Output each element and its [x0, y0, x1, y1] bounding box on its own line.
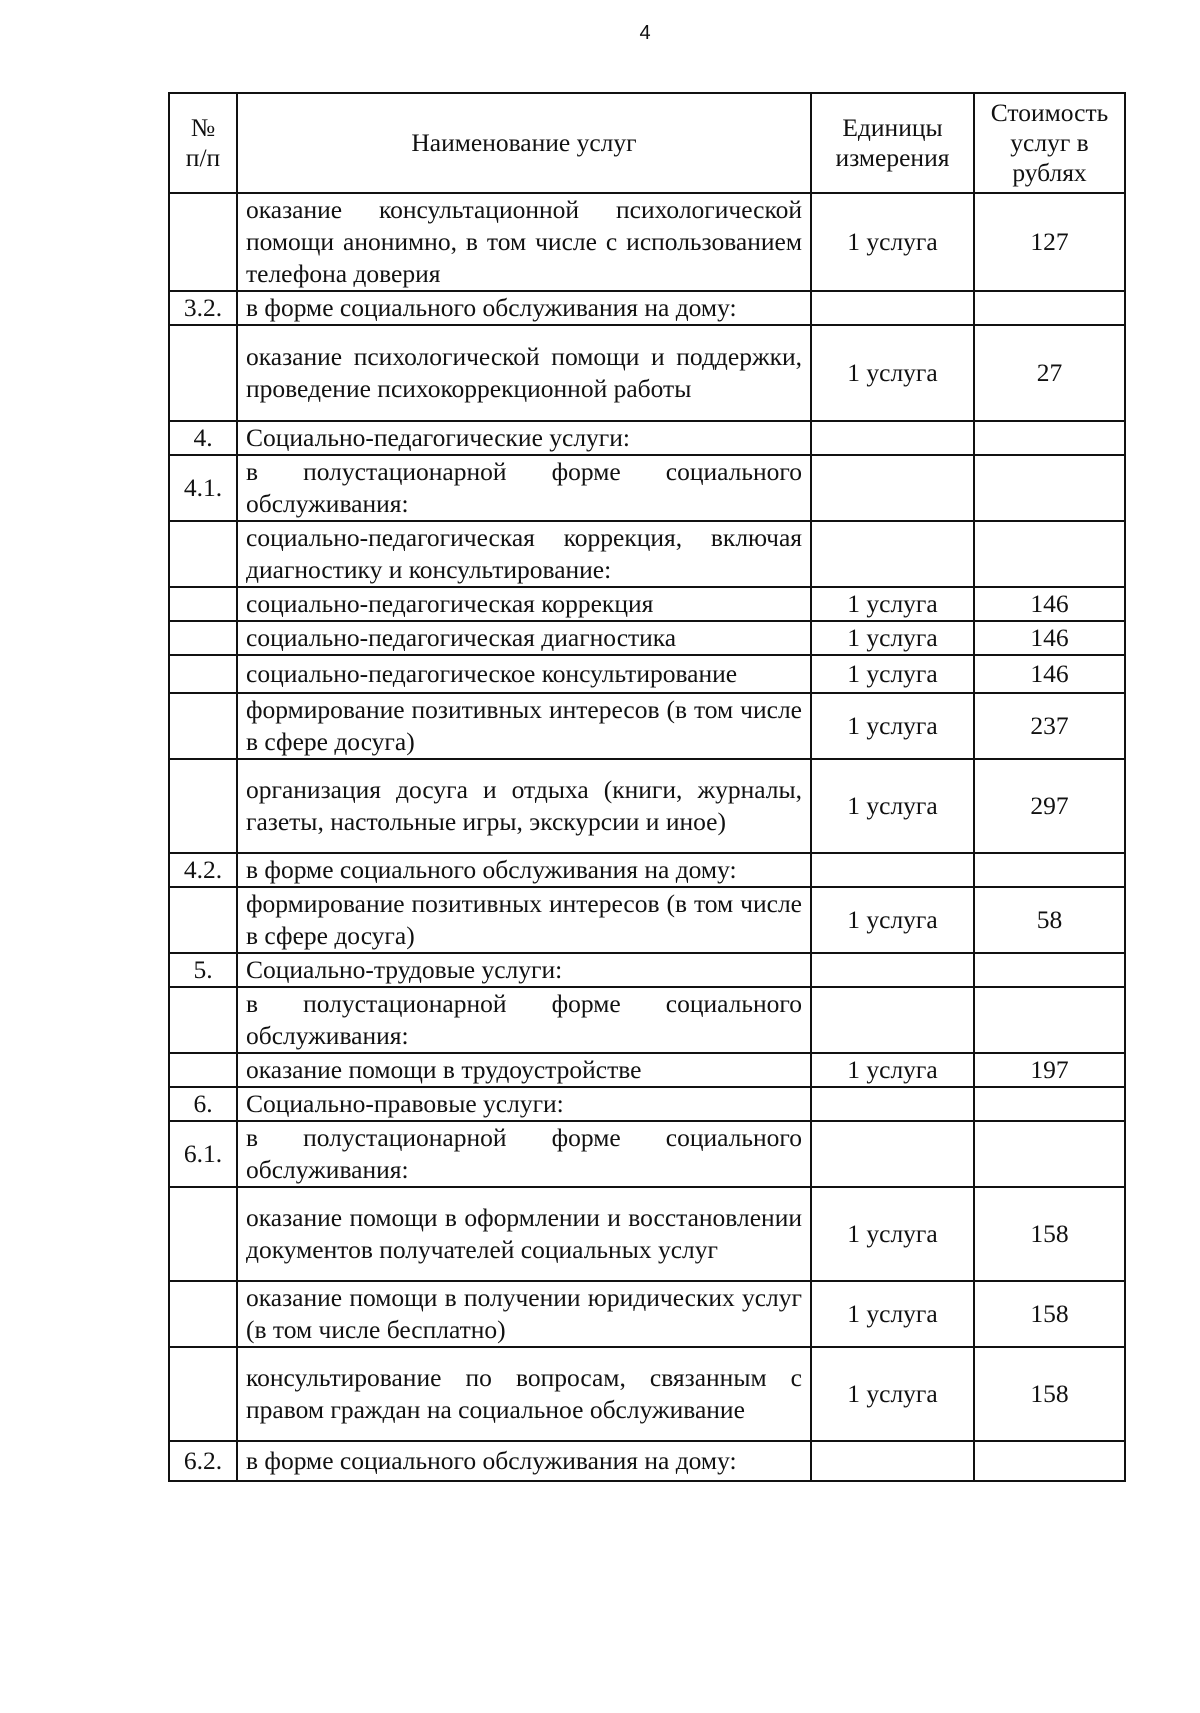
unit-cell: 1 услуга [811, 1187, 974, 1281]
unit-cell [811, 987, 974, 1053]
row-number-cell [169, 1347, 237, 1441]
table-row [169, 1281, 1125, 1347]
table-row [169, 193, 1125, 291]
price-cell [974, 853, 1125, 887]
table-row [169, 693, 1125, 759]
unit-cell [811, 1441, 974, 1481]
unit-cell [811, 521, 974, 587]
unit-cell: 1 услуга [811, 1053, 974, 1087]
service-name-cell: оказание психологической помощи и поддержки, проведение психокоррекционной работы [237, 325, 811, 421]
table-row [169, 655, 1125, 693]
unit-cell: 1 услуга [811, 693, 974, 759]
table-row [169, 953, 1125, 987]
table-row [169, 887, 1125, 953]
service-name-cell: Социально-педагогические услуги: [237, 421, 811, 455]
unit-cell: 1 услуга [811, 621, 974, 655]
service-name-cell: консультирование по вопросам, связанным с правом граждан на социальное обслуживание [237, 1347, 811, 1441]
price-cell: 58 [974, 887, 1125, 953]
table-row [169, 521, 1125, 587]
row-number-cell [169, 1187, 237, 1281]
unit-cell [811, 953, 974, 987]
service-name-cell: формирование позитивных интересов (в том числе в сфере досуга) [237, 693, 811, 759]
table-row [169, 1347, 1125, 1441]
table-row [169, 1121, 1125, 1187]
unit-cell: 1 услуга [811, 587, 974, 621]
service-name-cell: в форме социального обслуживания на дому: [237, 853, 811, 887]
row-number-cell [169, 693, 237, 759]
row-number-cell [169, 759, 237, 853]
unit-cell [811, 1087, 974, 1121]
service-name-cell: в полустационарной форме социального обслуживания: [237, 1121, 811, 1187]
unit-cell [811, 1121, 974, 1187]
price-cell [974, 455, 1125, 521]
page-number: 4 [639, 22, 651, 44]
header-service-name: Наименование услуг [237, 93, 811, 193]
service-name-cell: Социально-трудовые услуги: [237, 953, 811, 987]
service-name-cell: социально-педагогическая коррекция [237, 587, 811, 621]
row-number-cell [169, 655, 237, 693]
unit-cell: 1 услуга [811, 887, 974, 953]
service-name-cell: оказание помощи в трудоустройстве [237, 1053, 811, 1087]
service-name-cell: в форме социального обслуживания на дому: [237, 291, 811, 325]
service-name-cell: оказание консультационной психологической помощи анонимно, в том числе с использованием телефона доверия [237, 193, 811, 291]
unit-cell: 1 услуга [811, 759, 974, 853]
table-row [169, 1053, 1125, 1087]
price-cell [974, 1441, 1125, 1481]
table-header-row [169, 93, 1125, 193]
unit-cell: 1 услуга [811, 325, 974, 421]
unit-cell: 1 услуга [811, 1281, 974, 1347]
unit-cell [811, 421, 974, 455]
service-name-cell: формирование позитивных интересов (в том числе в сфере досуга) [237, 887, 811, 953]
table-row [169, 1441, 1125, 1481]
row-number-cell: 6.1. [169, 1121, 237, 1187]
table-row [169, 987, 1125, 1053]
row-number-cell [169, 193, 237, 291]
table-row [169, 455, 1125, 521]
table-body [169, 193, 1125, 1481]
row-number-cell: 6. [169, 1087, 237, 1121]
price-cell: 237 [974, 693, 1125, 759]
row-number-cell [169, 521, 237, 587]
row-number-cell [169, 325, 237, 421]
price-cell [974, 953, 1125, 987]
row-number-cell [169, 987, 237, 1053]
unit-cell: 1 услуга [811, 655, 974, 693]
row-number-cell [169, 887, 237, 953]
price-cell [974, 291, 1125, 325]
price-cell: 297 [974, 759, 1125, 853]
row-number-cell [169, 1053, 237, 1087]
row-number-cell: 6.2. [169, 1441, 237, 1481]
service-name-cell: социально-педагогическая диагностика [237, 621, 811, 655]
table-row [169, 1187, 1125, 1281]
price-cell [974, 987, 1125, 1053]
header-unit: Единицы измерения [811, 93, 974, 193]
unit-cell [811, 853, 974, 887]
table-row [169, 421, 1125, 455]
service-name-cell: оказание помощи в получении юридических услуг (в том числе бесплатно) [237, 1281, 811, 1347]
unit-cell: 1 услуга [811, 1347, 974, 1441]
row-number-cell [169, 1281, 237, 1347]
price-cell [974, 521, 1125, 587]
price-cell: 127 [974, 193, 1125, 291]
row-number-cell: 4. [169, 421, 237, 455]
price-cell: 146 [974, 655, 1125, 693]
service-name-cell: социально-педагогическая коррекция, включая диагностику и консультирование: [237, 521, 811, 587]
row-number-cell [169, 587, 237, 621]
service-name-cell: Социально-правовые услуги: [237, 1087, 811, 1121]
service-name-cell: организация досуга и отдыха (книги, журналы, газеты, настольные игры, экскурсии и иное) [237, 759, 811, 853]
price-cell: 158 [974, 1281, 1125, 1347]
service-name-cell: оказание помощи в оформлении и восстановлении документов получателей социальных услуг [237, 1187, 811, 1281]
price-cell [974, 421, 1125, 455]
row-number-cell: 4.2. [169, 853, 237, 887]
price-cell [974, 1087, 1125, 1121]
price-cell: 158 [974, 1187, 1125, 1281]
header-price: Стоимость услуг в рублях [974, 93, 1125, 193]
row-number-cell: 3.2. [169, 291, 237, 325]
services-price-table [168, 92, 1126, 1482]
price-cell [974, 1121, 1125, 1187]
unit-cell [811, 455, 974, 521]
service-name-cell: в полустационарной форме социального обслуживания: [237, 455, 811, 521]
table-row [169, 621, 1125, 655]
price-cell: 27 [974, 325, 1125, 421]
price-cell: 197 [974, 1053, 1125, 1087]
row-number-cell [169, 621, 237, 655]
service-name-cell: в форме социального обслуживания на дому: [237, 1441, 811, 1481]
table-row [169, 1087, 1125, 1121]
table-row [169, 325, 1125, 421]
table-row [169, 587, 1125, 621]
price-cell: 146 [974, 587, 1125, 621]
price-cell: 146 [974, 621, 1125, 655]
row-number-cell: 5. [169, 953, 237, 987]
price-cell: 158 [974, 1347, 1125, 1441]
service-name-cell: в полустационарной форме социального обслуживания: [237, 987, 811, 1053]
unit-cell: 1 услуга [811, 193, 974, 291]
table-row [169, 291, 1125, 325]
unit-cell [811, 291, 974, 325]
table-row [169, 759, 1125, 853]
service-name-cell: социально-педагогическое консультирование [237, 655, 811, 693]
table-row [169, 853, 1125, 887]
header-number: № п/п [169, 93, 237, 193]
row-number-cell: 4.1. [169, 455, 237, 521]
